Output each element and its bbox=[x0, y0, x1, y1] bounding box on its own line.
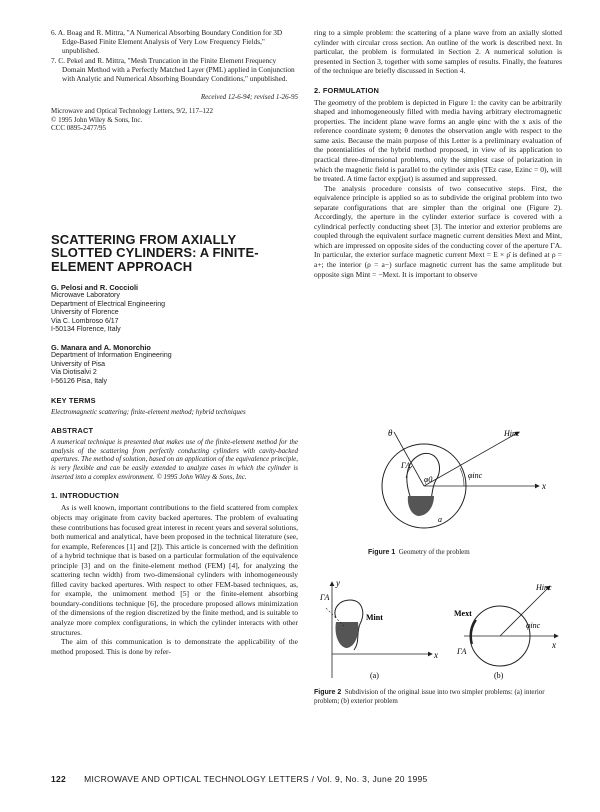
filling-region bbox=[408, 496, 434, 516]
m-ext-label: Mext bbox=[454, 609, 472, 618]
ccc-code: CCC 0895-2477/95 bbox=[51, 124, 107, 133]
figure-1 bbox=[314, 418, 562, 538]
figure-2-caption bbox=[314, 688, 562, 706]
panel-b-label: (b) bbox=[494, 671, 504, 680]
affiliation-line: I-50134 Florence, Italy bbox=[51, 325, 121, 333]
radius-label: a bbox=[438, 515, 442, 524]
x-label-b: x bbox=[552, 640, 556, 650]
formulation-heading: 2. FORMULATION bbox=[314, 85, 380, 95]
h-inc-label-b: Hinc bbox=[536, 583, 552, 592]
author-names-2: G. Manara and A. Monorchio bbox=[51, 343, 151, 353]
gamma-a-label: ΓA bbox=[401, 461, 411, 470]
affiliation-2 bbox=[51, 352, 298, 386]
page-footer bbox=[51, 774, 562, 784]
y-label-a: y bbox=[336, 578, 340, 588]
received-dates: Received 12-6-94; revised 1-26-95 bbox=[200, 93, 298, 101]
copyright-line: © 1995 John Wiley & Sons, Inc. bbox=[51, 115, 143, 124]
article-title: SCATTERING FROM AXIALLY SLOTTED CYLINDERS: A FINITE-ELEMENT APPROACH bbox=[51, 231, 259, 274]
author-names-1: G. Pelosi and R. Coccioli bbox=[51, 283, 139, 293]
figure-2-caption-text: Subdivision of the original issue into two simpler problems: (a) interior problem; (b) exterior problem bbox=[314, 688, 545, 706]
affiliation-line: Microwave Laboratory bbox=[51, 292, 120, 300]
affiliation-line: I-56126 Pisa, Italy bbox=[51, 377, 108, 385]
figure-2 bbox=[314, 578, 562, 678]
figure-2-diagram bbox=[314, 578, 562, 683]
figure-1-caption-text: Geometry of the problem bbox=[398, 548, 470, 556]
phi0-label: φ0 bbox=[424, 475, 433, 484]
footer-journal: MICROWAVE AND OPTICAL TECHNOLOGY LETTERS / Vol. 9, No. 3, June 20 1995 bbox=[84, 774, 428, 784]
gamma-a-label-a: ΓA bbox=[320, 593, 330, 602]
figure-1-caption-label: Figure 1 bbox=[368, 549, 396, 556]
figure-2-caption-label: Figure 2 bbox=[314, 689, 342, 696]
x-label: x bbox=[542, 481, 546, 491]
affiliation-line: Via C. Lombroso 6/17 bbox=[51, 317, 119, 325]
filling-region-a bbox=[335, 622, 358, 648]
figure-1-caption bbox=[368, 548, 600, 557]
x-label-a: x bbox=[434, 650, 438, 660]
affiliation-line: University of Pisa bbox=[51, 360, 106, 368]
panel-a-label: (a) bbox=[370, 671, 379, 680]
formulation-paragraph-2: The analysis procedure consists of two consecutive steps. First, the equivalence principle is applied so as to subdivide the original problem into two separate configurations that are simpler than the original one (Figure 2). Accordingly, the aperture in the cylinder exterior surface is covered with a cylindrical perfectly conducting sheet [3]. The interior and exterior problems are coupled through the equivalent surface magnetic current densities Mext and Mint, which are impressed on opposite sides of the conducting cover of the aperture ΓA. In particular, the exterior surface magnetic current Mext = E × ρ̂ is defined at ρ = a+; the interior (ρ = a−) surface magnetic current has the same amplitude but opposite sign Mint = −Mext. It is important to observe bbox=[314, 183, 562, 279]
intro-paragraph-2: The aim of this communication is to demonstrate the applicability of the method proposed. This is done by refer- bbox=[51, 637, 298, 656]
gamma-a-label-b: ΓA bbox=[457, 647, 467, 656]
incident-wave-b bbox=[500, 586, 550, 636]
left-column bbox=[51, 28, 298, 656]
phi-inc-label-b: φinc bbox=[526, 621, 541, 630]
abstract-text: A numerical technique is presented that makes use of the finite-element method for the analysis of the scattering from perfectly conducting cylinders with cavity-backed apertures. The method of solution, based on an application of the equivalence principle, is very flexible and can be easily extended to analyze cases in which the cylinder is inserted into a complex environment. © 1995 John Wiley & Sons, Inc. bbox=[51, 437, 298, 481]
theta-label: θ bbox=[388, 428, 393, 438]
intro-paragraph-1: As is well known, important contributions to the field scattered from complex objects may originate from cavity backed apertures. The problem of evaluating these contributions has focused great interest in recent years and several solutions, both numerical and analytical, have been proposed in the technical literature (see, for example, References [1] and [2]). This article is concerned with the definition of a hybrid technique that is based on a particular formulation of the equivalence principle [3] and on the finite-element method (FEM) [4], for analyzing the scattering techn width) from two-dimensional cylinders with inhomogeneously filled cavity backed apertures. With respect to other FEM-based techniques, as, for example, the unimoment method [5] or the finite-element absorbing boundary-conditions technique [6], the procedure proposed allows minimization of the dimensions of the region discretized by the finite method, and is suitable to analyze more complex configurations, in which the cylinder interacts with other structures. bbox=[51, 503, 299, 637]
key-terms-heading: KEY TERMS bbox=[51, 395, 96, 405]
formulation-paragraph-1: The geometry of the problem is depicted in Figure 1: the cavity can be arbitrarily shaped and inhomogeneously filled with media having arbitrary electromagnetic properties. The incident plane wave forms an angle φinc with the x axis of the reference coordinate system; θ denotes the observation angle with respect to the same axis. Because the main purpose of this Letter is a preliminary evaluation of the potentialities of the hybrid method proposed, in view of its application to practical three-dimensional problems, only the simplest case of polarization in which the magnetic field is parallel to the cylinder axis (TEz case, Ezinc = 0), will be treated. A time factor exp(jωt) is assumed and suppressed. bbox=[314, 97, 562, 184]
phi-inc-label: φinc bbox=[468, 471, 483, 480]
figure-1-diagram bbox=[314, 418, 562, 543]
page-number: 122 bbox=[51, 774, 67, 784]
journal-citation: Microwave and Optical Technology Letters, 9/2, 117–122 bbox=[51, 107, 214, 115]
introduction-heading: 1. INTRODUCTION bbox=[51, 491, 119, 501]
reference-7: 7. C. Pekel and R. Mittra, "Mesh Truncation in the Finite Element Frequency Domain Method with a Perfectly Matched Layer (PML) applied in Conjunction with Analytic and Numerical Absorbing Boundary Conditions," unpublished. bbox=[51, 56, 295, 83]
m-int-label: Mint bbox=[366, 613, 383, 622]
right-column bbox=[314, 28, 562, 279]
observation-direction bbox=[394, 432, 424, 486]
continued-paragraph: ring to a simple problem: the scattering of a plane wave from an axially slotted cylinder with circular cross section. An outline of the work is described next. In particular, the problem is formulated in Section 2. A numerical solution is presented in Section 3, together with some samples of results. Finally, the features of the technique are briefly discussed in Section 4. bbox=[314, 28, 562, 76]
affiliation-line: Department of Information Engineering bbox=[51, 352, 172, 360]
affiliation-line: University of Florence bbox=[51, 309, 119, 317]
affiliation-line: Via Diotisalvi 2 bbox=[51, 369, 97, 377]
affiliation-line: Department of Electrical Engineering bbox=[51, 300, 166, 308]
reference-6: 6. A. Boag and R. Mittra, "A Numerical Absorbing Boundary Condition for 3D Edge-Based Finite Element Analysis of Very Low Frequency Fields," unpublished. bbox=[51, 28, 283, 55]
key-terms: Electromagnetic scattering; finite-element method; hybrid techniques bbox=[51, 407, 246, 416]
affiliation-1 bbox=[51, 292, 298, 334]
h-inc-label: Hinc bbox=[504, 429, 520, 438]
abstract-heading: ABSTRACT bbox=[51, 425, 94, 435]
